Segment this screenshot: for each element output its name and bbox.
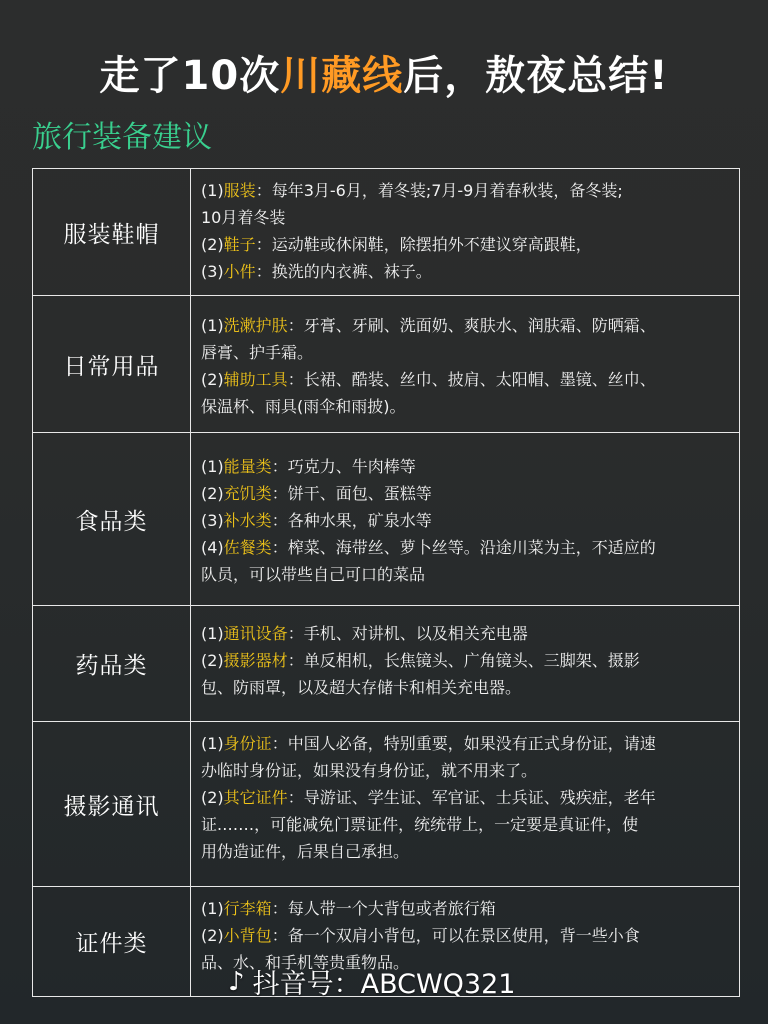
row-category: 证件类 xyxy=(33,887,191,996)
line-prefix: (2) xyxy=(201,370,224,389)
line-text: ：巧克力、牛肉棒等 xyxy=(271,457,416,476)
line-keyword: 鞋子 xyxy=(223,235,256,254)
line-text: 包、防雨罩，以及超大存储卡和相关充电器。 xyxy=(201,678,522,697)
line-keyword: 洗漱护肤 xyxy=(223,316,288,335)
row-content xyxy=(191,722,739,886)
line-prefix: (1) xyxy=(201,457,224,476)
tiktok-icon: ♪ xyxy=(228,966,245,997)
table-row xyxy=(33,295,739,432)
line-text: ：饼干、面包、蛋糕等 xyxy=(271,484,432,503)
content-line xyxy=(201,258,727,285)
line-keyword: 小件 xyxy=(223,262,256,281)
line-text: 唇膏、护手霜。 xyxy=(201,343,314,362)
watermark-text: 抖音号：ABCWQ321 xyxy=(252,969,516,1000)
line-text: 队员，可以带些自己可口的菜品 xyxy=(201,565,426,584)
line-prefix: (2) xyxy=(201,235,224,254)
content-line xyxy=(201,561,727,588)
line-text: ：榨菜、海带丝、萝卜丝等。沿途川菜为主，不适应的 xyxy=(271,538,656,557)
line-text: 用伪造证件，后果自己承担。 xyxy=(201,842,410,861)
line-keyword: 通讯设备 xyxy=(223,624,288,643)
line-prefix: (3) xyxy=(201,511,224,530)
line-text: 保温杯、雨具(雨伞和雨披)。 xyxy=(201,397,406,416)
line-text: ：单反相机，长焦镜头、广角镜头、三脚架、摄影 xyxy=(287,651,640,670)
line-prefix: (4) xyxy=(201,538,224,557)
content-line xyxy=(201,620,727,647)
row-content xyxy=(191,606,739,721)
row-category: 日常用品 xyxy=(33,296,191,432)
line-text: 品、水、和手机等贵重物品。 xyxy=(201,953,410,972)
line-text: ：长裙、酷装、丝巾、披肩、太阳帽、墨镜、丝巾、 xyxy=(287,370,656,389)
line-prefix: (1) xyxy=(201,181,224,200)
content-line xyxy=(201,730,727,757)
line-prefix: (1) xyxy=(201,899,224,918)
line-keyword: 小背包 xyxy=(223,926,272,945)
line-text: ：牙膏、牙刷、洗面奶、爽肤水、润肤霜、防晒霜、 xyxy=(287,316,656,335)
line-text: ：每年3月-6月，着冬装;7月-9月着春秋装，备冬装; xyxy=(255,181,623,200)
content-line xyxy=(201,507,727,534)
line-prefix: (1) xyxy=(201,316,224,335)
content-line xyxy=(201,312,727,339)
content-line xyxy=(201,231,727,258)
content-line xyxy=(201,339,727,366)
line-prefix: (3) xyxy=(201,262,224,281)
content-line xyxy=(201,757,727,784)
content-line xyxy=(201,204,727,231)
line-keyword: 服装 xyxy=(223,181,256,200)
table-row xyxy=(33,432,739,605)
row-content xyxy=(191,169,739,295)
content-line xyxy=(201,453,727,480)
row-category: 食品类 xyxy=(33,433,191,605)
title-part2: 后，敖夜总结! xyxy=(403,53,669,99)
line-keyword: 能量类 xyxy=(223,457,272,476)
content-line xyxy=(201,895,727,922)
content-line xyxy=(201,922,727,949)
content-line xyxy=(201,647,727,674)
line-text: 证.……，可能减免门票证件，统统带上，一定要是真证件，使 xyxy=(201,815,639,834)
row-content xyxy=(191,296,739,432)
line-text: ：每人带一个大背包或者旅行箱 xyxy=(271,899,496,918)
gear-table xyxy=(32,168,740,997)
content-line xyxy=(201,480,727,507)
page-title xyxy=(0,46,768,106)
line-text: ：手机、对讲机、以及相关充电器 xyxy=(287,624,528,643)
line-text: 10月着冬装 xyxy=(201,208,286,227)
line-keyword: 辅助工具 xyxy=(223,370,288,389)
content-line xyxy=(201,811,727,838)
row-category: 摄影通讯 xyxy=(33,722,191,886)
line-prefix: (2) xyxy=(201,651,224,670)
line-text: 办临时身份证，如果没有身份证，就不用来了。 xyxy=(201,761,538,780)
line-prefix: (1) xyxy=(201,624,224,643)
line-keyword: 补水类 xyxy=(223,511,272,530)
line-text: ：导游证、学生证、军官证、士兵证、残疾症，老年 xyxy=(287,788,656,807)
line-prefix: (2) xyxy=(201,484,224,503)
title-part1: 走了10次 xyxy=(99,53,281,99)
table-row xyxy=(33,605,739,721)
line-prefix: (2) xyxy=(201,926,224,945)
content-line xyxy=(201,393,727,420)
content-line xyxy=(201,784,727,811)
line-keyword: 身份证 xyxy=(223,734,272,753)
table-row xyxy=(33,721,739,886)
content-line xyxy=(201,366,727,393)
content-line xyxy=(201,534,727,561)
content-line xyxy=(201,177,727,204)
content-line xyxy=(201,838,727,865)
watermark xyxy=(228,962,515,1001)
line-text: ：换洗的内衣裤、袜子。 xyxy=(255,262,432,281)
line-text: ：各种水果，矿泉水等 xyxy=(271,511,432,530)
row-category: 服装鞋帽 xyxy=(33,169,191,295)
line-prefix: (1) xyxy=(201,734,224,753)
line-text: ：运动鞋或休闲鞋，除摆拍外不建议穿高跟鞋， xyxy=(255,235,592,254)
line-keyword: 行李箱 xyxy=(223,899,272,918)
line-prefix: (2) xyxy=(201,788,224,807)
table-row xyxy=(33,169,739,295)
section-subtitle: 旅行装备建议 xyxy=(32,120,212,155)
content-line xyxy=(201,674,727,701)
line-keyword: 其它证件 xyxy=(223,788,288,807)
line-text: ：备一个双肩小背包，可以在景区使用，背一些小食 xyxy=(271,926,640,945)
line-keyword: 充饥类 xyxy=(223,484,272,503)
line-keyword: 摄影器材 xyxy=(223,651,288,670)
line-keyword: 佐餐类 xyxy=(223,538,272,557)
row-content xyxy=(191,433,739,605)
line-text: ：中国人必备，特别重要，如果没有正式身份证，请速 xyxy=(271,734,656,753)
title-highlight: 川藏线 xyxy=(280,53,404,99)
row-category: 药品类 xyxy=(33,606,191,721)
